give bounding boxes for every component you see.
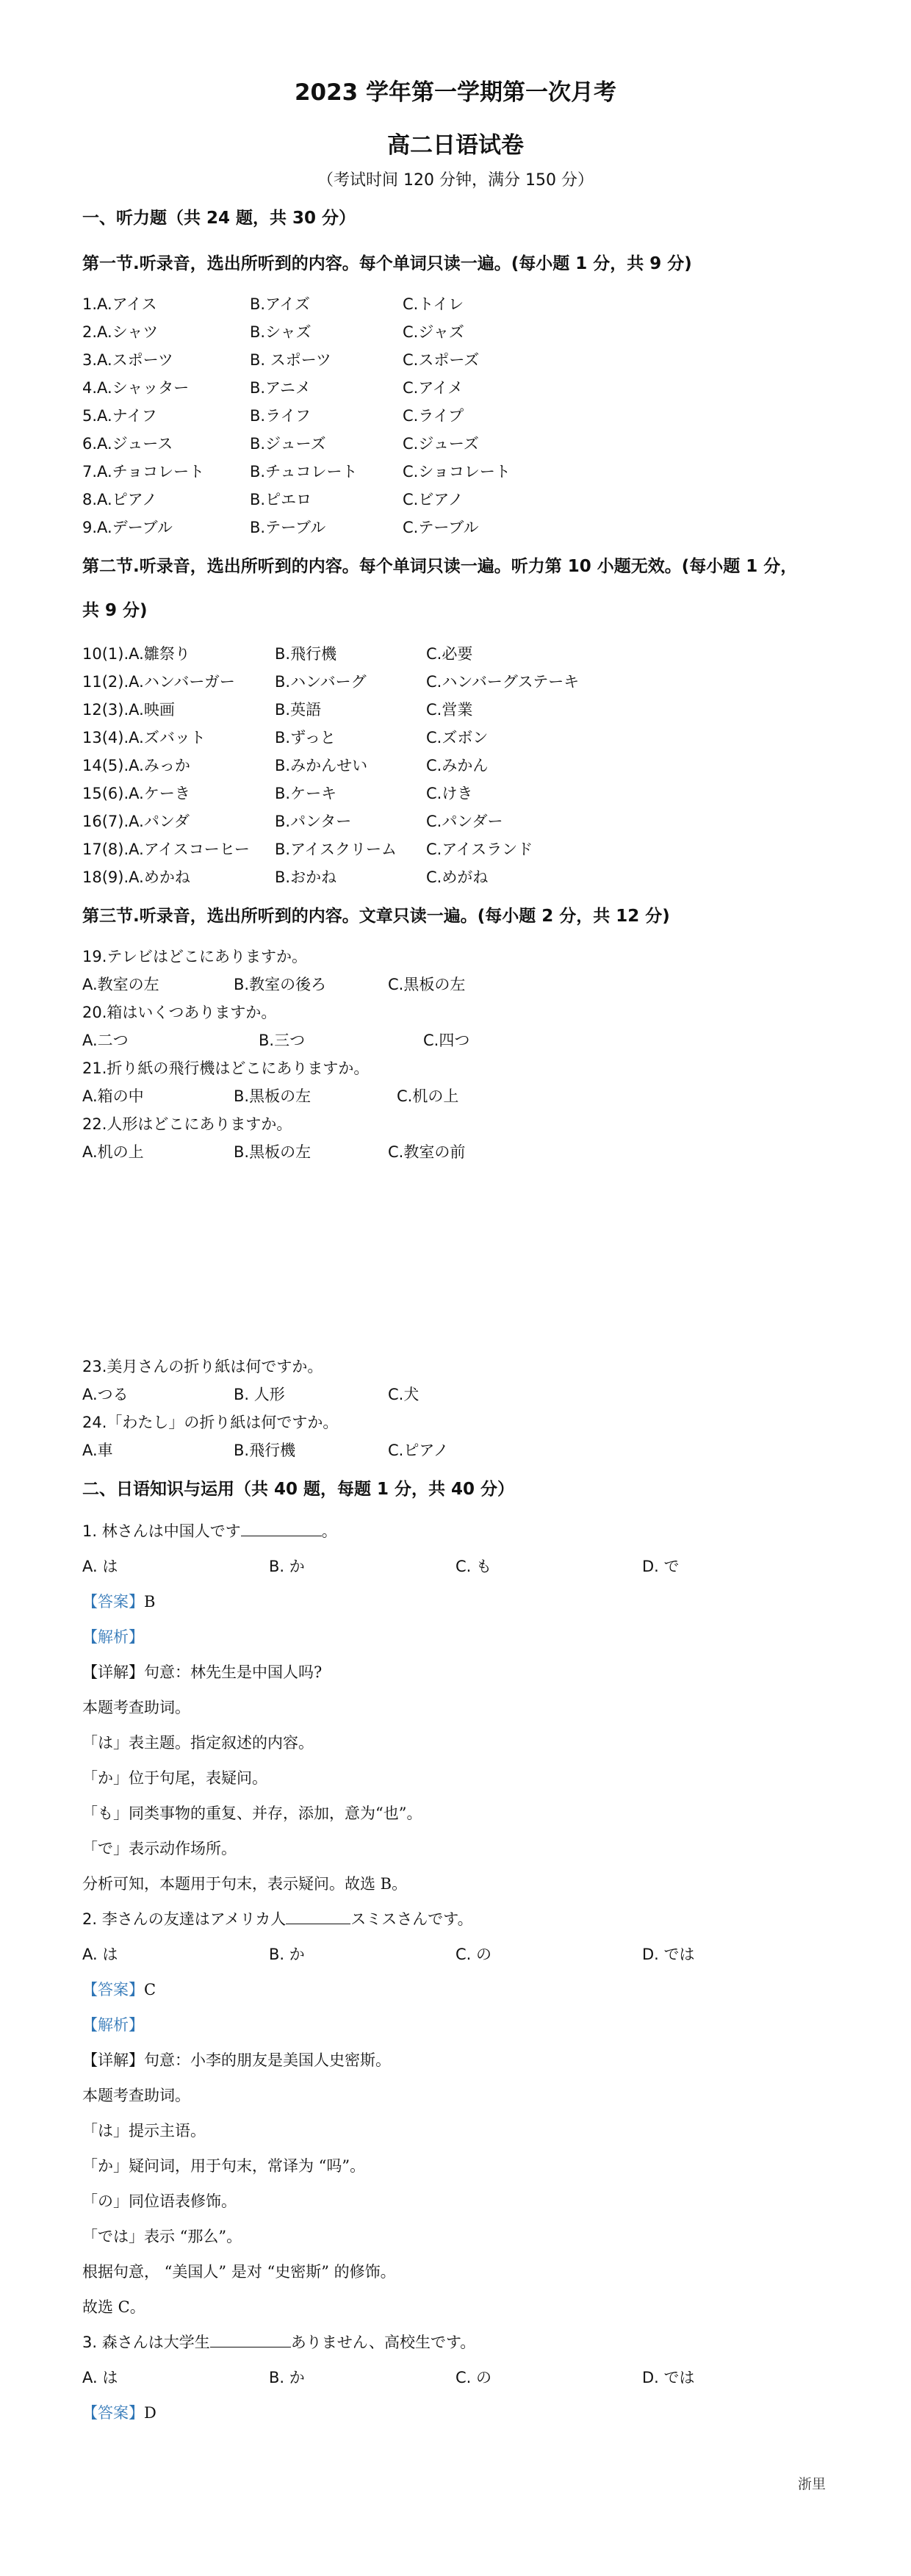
option: C.ジューズ [403, 435, 479, 453]
option: A.二つ [82, 1032, 129, 1049]
question-stem: 20.箱はいくつありますか。 [82, 1004, 277, 1021]
option: 11(2).A.ハンバーガー [82, 673, 235, 691]
option: C.黒板の左 [388, 976, 466, 993]
explanation-line: 根据句意， “美国人” 是对 “史密斯” 的修饰。 [82, 2263, 396, 2281]
detail-tag: 【详解】 [82, 1663, 144, 1681]
option: 8.A.ピアノ [82, 491, 158, 508]
option: C.アイメ [403, 379, 464, 397]
option: C.ハンバーグステーキ [426, 673, 580, 691]
section1-heading: 第一节.听录音，选出所听到的内容。每个单词只读一遍。(每小题 1 分，共 9 分) [82, 254, 692, 273]
question-stem: 19.テレビはどこにありますか。 [82, 948, 307, 965]
question-3-stem: 3. 森さんは大学生 ありません、高校生です。 [82, 2334, 476, 2351]
explanation-line: 「か」位于句尾，表疑问。 [82, 1769, 267, 1787]
option: B.アイズ [250, 295, 310, 313]
option: 10(1).A.雛祭り [82, 645, 190, 663]
option: C.ジャズ [403, 323, 464, 341]
question-stem: 22.人形はどこにありますか。 [82, 1115, 292, 1133]
option: C.めがね [426, 868, 489, 886]
option: 12(3).A.映画 [82, 701, 175, 719]
option: B.教室の後ろ [234, 976, 327, 993]
section2-heading: 第二节.听录音，选出所听到的内容。每个单词只读一遍。听力第 10 小题无效。(每小题 1 分， [82, 557, 798, 576]
option: B.テーブル [250, 519, 326, 536]
question-2-stem: 2. 李さんの友達はアメリカ人 スミスさんです。 [82, 1910, 473, 1928]
option: 4.A.シャッター [82, 379, 190, 397]
option: C.営業 [426, 701, 473, 719]
option: B.ジューズ [250, 435, 326, 453]
part1-heading: 一、听力题（共 24 题，共 30 分） [82, 209, 356, 228]
explanation-line: 「の」同位语表修饰。 [82, 2192, 237, 2210]
option: A. は [82, 2369, 118, 2386]
option: C.ピアノ [388, 1442, 449, 1459]
option: A. は [82, 1558, 118, 1575]
option: B. か [269, 1558, 305, 1575]
option: B.アニメ [250, 379, 312, 397]
answer-value: C [144, 1981, 156, 1998]
option: C.けき [426, 785, 473, 802]
option: A.つる [82, 1386, 129, 1403]
detail-tag: 【详解】 [82, 2051, 144, 2069]
option: 13(4).A.ズバット [82, 729, 206, 746]
answer-line [82, 2401, 156, 2423]
option: B.ケーキ [275, 785, 337, 802]
answer-line [82, 1590, 155, 1612]
analysis-tag: 【解析】 [82, 2016, 144, 2034]
option: B.アイスクリーム [275, 841, 397, 858]
option: C.みかん [426, 757, 489, 774]
option: B.黒板の左 [234, 1087, 312, 1105]
option: C.教室の前 [388, 1143, 466, 1161]
option: B. 人形 [234, 1386, 285, 1403]
option: B.シャズ [250, 323, 312, 341]
answer-line [82, 1978, 156, 2000]
option: C.スポーズ [403, 351, 480, 369]
explanation-line: 分析可知，本题用于句末，表示疑问。故选 B。 [82, 1875, 408, 1893]
option: B.黒板の左 [234, 1143, 312, 1161]
option: C. も [455, 1558, 492, 1575]
option: B.チュコレート [250, 463, 358, 481]
option: 1.A.アイス [82, 295, 157, 313]
section3-heading: 第三节.听录音，选出所听到的内容。文章只读一遍。(每小题 2 分，共 12 分) [82, 907, 670, 926]
exam-title: 2023 学年第一学期第一次月考 [294, 79, 617, 106]
option: A.車 [82, 1442, 113, 1459]
option: 18(9).A.めかね [82, 868, 190, 886]
option: C.ライプ [403, 407, 464, 425]
option: D. では [642, 1946, 695, 1963]
option: B.ライフ [250, 407, 311, 425]
option: C.テーブル [403, 519, 479, 536]
option: B.ハンバーグ [275, 673, 367, 691]
option: B. か [269, 1946, 305, 1963]
answer-value: D [144, 2404, 156, 2422]
option: D. では [642, 2369, 695, 2386]
question-stem: 24.「わたし」の折り紙は何ですか。 [82, 1414, 339, 1431]
option: C. の [455, 2369, 492, 2386]
answer-tag: 【答案】 [82, 2404, 144, 2422]
option: B. スポーツ [250, 351, 331, 369]
option: C.犬 [388, 1386, 420, 1403]
detail-line: 【详解】句意：小李的朋友是美国人史密斯。 [82, 2051, 391, 2069]
answer-blank [286, 1909, 350, 1924]
option: 16(7).A.パンダ [82, 813, 190, 830]
option: D. で [642, 1558, 680, 1575]
explanation-line: 「では」表示 “那么”。 [82, 2228, 242, 2245]
option: C.必要 [426, 645, 473, 663]
answer-tag: 【答案】 [82, 1981, 144, 1998]
option: B. か [269, 2369, 305, 2386]
answer-blank [241, 1521, 322, 1536]
option: 15(6).A.ケーき [82, 785, 190, 802]
option: B.飛行機 [275, 645, 337, 663]
explanation-line: 「も」同类事物的重复、并存，添加，意为“也”。 [82, 1805, 422, 1822]
detail-line: 【详解】句意：林先生是中国人吗? [82, 1663, 323, 1681]
exam-info: （考试时间 120 分钟，满分 150 分） [317, 171, 594, 190]
option: 14(5).A.みっか [82, 757, 190, 774]
option: 9.A.デーブル [82, 519, 173, 536]
explanation-line: 本题考查助词。 [82, 1699, 190, 1716]
explanation-line: 本题考查助词。 [82, 2087, 190, 2104]
option: B.英語 [275, 701, 322, 719]
option: C.机の上 [397, 1087, 459, 1105]
option: B.パンター [275, 813, 352, 830]
option: 17(8).A.アイスコーヒー [82, 841, 250, 858]
option: C.ショコレート [403, 463, 511, 481]
option: B.三つ [259, 1032, 306, 1049]
option: C.ズボン [426, 729, 489, 746]
question-1-stem: 1. 林さんは中国人です 。 [82, 1522, 337, 1540]
option: B.おかね [275, 868, 337, 886]
option: A.箱の中 [82, 1087, 144, 1105]
explanation-line: 「は」提示主语。 [82, 2122, 206, 2140]
option: C.四つ [423, 1032, 470, 1049]
option: A.教室の左 [82, 976, 159, 993]
option: A.机の上 [82, 1143, 144, 1161]
option: 2.A.シャツ [82, 323, 159, 341]
option: 3.A.スポーツ [82, 351, 173, 369]
explanation-line: 「で」表示动作场所。 [82, 1840, 237, 1857]
option: B.みかんせい [275, 757, 368, 774]
option: C.パンダー [426, 813, 503, 830]
analysis-tag: 【解析】 [82, 1628, 144, 1646]
option: C. の [455, 1946, 492, 1963]
exam-subject: 高二日语试卷 [387, 132, 524, 159]
option: B.ピエロ [250, 491, 312, 508]
section2-heading-cont: 共 9 分) [82, 601, 148, 620]
part2-heading: 二、日语知识与运用（共 40 题，每题 1 分，共 40 分） [82, 1480, 515, 1499]
answer-tag: 【答案】 [82, 1593, 144, 1611]
option: B.ずっと [275, 729, 336, 746]
explanation-line: 「は」表主题。指定叙述的内容。 [82, 1734, 314, 1752]
explanation-line: 故选 C。 [82, 2298, 145, 2316]
explanation-line: 「か」疑问词，用于句末，常译为 “吗”。 [82, 2157, 366, 2175]
option: A. は [82, 1946, 118, 1963]
question-stem: 23.美月さんの折り紙は何ですか。 [82, 1358, 323, 1375]
footer-mark: 浙里 [798, 2476, 827, 2492]
option: C.アイスランド [426, 841, 533, 858]
answer-blank [210, 2332, 291, 2347]
option: C.トイレ [403, 295, 464, 313]
option: 7.A.チョコレート [82, 463, 205, 481]
answer-value: B [144, 1593, 156, 1611]
option: B.飛行機 [234, 1442, 296, 1459]
option: C.ビアノ [403, 491, 464, 508]
question-stem: 21.折り紙の飛行機はどこにありますか。 [82, 1059, 370, 1077]
option: 6.A.ジュース [82, 435, 173, 453]
option: 5.A.ナイフ [82, 407, 157, 425]
